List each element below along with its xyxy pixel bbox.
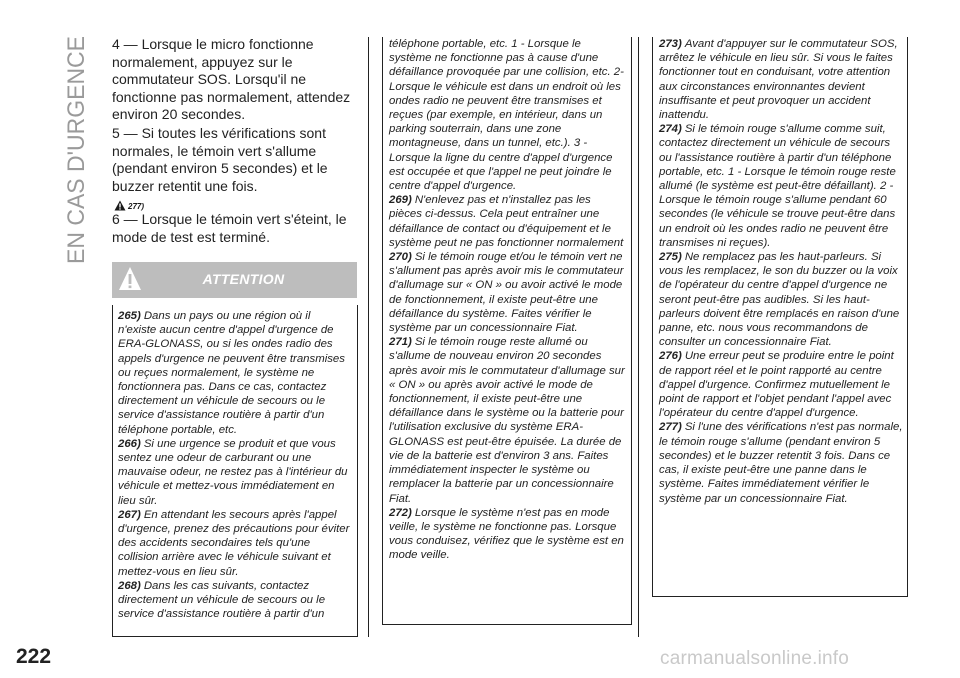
warning-triangle-icon <box>114 200 126 211</box>
column-divider-1 <box>368 37 369 637</box>
note-text: Lorsque le système n'est pas en mode veille, le système ne fonctionne pas. Lorsque vous conduisez, vérifiez que le système est en mode veille. <box>389 506 624 562</box>
note-270 <box>389 250 625 335</box>
note-269 <box>389 193 625 250</box>
note-number: 266) <box>118 437 141 450</box>
step-5-paragraph: 5 — Si toutes les vérifications sont normales, le témoin vert s'allume (pendant environ 5 secondes) et le buzzer retentit une fois. <box>112 124 328 194</box>
note-266 <box>118 437 351 508</box>
note-text: Ne remplacez pas les haut-parleurs. Si vous les remplacez, le son du buzzer ou la voix de l'opérateur du centre d'appel d'urgence ne seront peut-être pas audibles. Si les haut-parleurs doivent être remplacés en raison d'une panne, etc. nous vous recommandons de consulter un concessionnaire Fiat. <box>659 251 900 349</box>
side-section-title <box>54 34 94 264</box>
note-number: 273) <box>659 38 682 50</box>
page-number: 222 <box>16 645 52 668</box>
note-text: Si une urgence se produit et que vous sentez une odeur de carburant ou une mauvaise odeur, ne restez pas à l'intérieur du véhicule et mettez-vous immédiatement en lieu sûr. <box>118 437 348 507</box>
note-272 <box>389 506 625 563</box>
note-text: Si le témoin rouge reste allumé ou s'allume de nouveau environ 20 secondes après avoir mis le commutateur d'allumage sur « ON » ou après avoir activé le mode de fonctionnement, il existe peut-être une défaillance dans le système ou la batterie pour l'utilisation exclusive du système ERA-GLONASS est peut-être épuisée. La durée de vie de la batterie est d'environ 3 ans. Faites immédiatement inspecter le système ou remplacer la batterie par un concessionnaire Fiat. <box>389 336 625 505</box>
attention-label: ATTENTION <box>202 271 285 287</box>
note-number: 270) <box>389 251 412 264</box>
note-text: Dans un pays ou une région où il n'existe aucun centre d'appel d'urgence de ERA-GLONASS, ou si les ondes radio des appels d'urgence ne peuvent être transmises ou reçues normalement, le système ne fonctionnera pas. Dans ce cas, contactez directement un véhicule de secours ou le service d'assistance routière à partir d'un téléphone portable, etc. <box>118 310 345 436</box>
note-267 <box>118 508 351 579</box>
step-6-paragraph: 6 — Lorsque le témoin vert s'éteint, le mode de test est terminé. <box>112 211 347 245</box>
note-number: 275) <box>659 251 682 264</box>
note-268-continued: téléphone portable, etc. 1 - Lorsque le système ne fonctionne pas à cause d'une défaillance provoquée par une collision, etc. 2- Lorsque le véhicule est dans un endroit où les ondes radio ne peuvent être transmises et reçues (par exemple, en intérieur, dans un parking souterrain, dans une zone montagneuse, dans un tunnel, etc.). 3 - Lorsque la ligne du centre d'appel d'urgence est occupée et que l'appel ne peut joindre le centre d'appel d'urgence. <box>389 38 624 193</box>
note-277 <box>659 420 903 505</box>
note-text: Dans les cas suivants, contactez directement un véhicule de secours ou le service d'assistance routière à partir d'un <box>118 579 326 621</box>
footer-watermark: carmanualsonline.info <box>660 648 850 669</box>
note-number: 274) <box>659 123 682 136</box>
side-title-text: EN CAS D'URGENCE <box>63 34 90 264</box>
note-276 <box>659 349 903 420</box>
note-number: 265) <box>118 310 141 322</box>
note-number: 267) <box>118 508 141 521</box>
warning-notes-box-1 <box>112 305 358 637</box>
note-text: Une erreur peut se produire entre le point de rapport réel et le point rapporté au centre d'appel d'urgence. Confirmez mutuellement le point de rapport et l'objet pendant l'appel avec l'opérateur du centre d'appel d'urgence. <box>659 350 894 420</box>
note-274 <box>659 122 903 250</box>
step-4-paragraph: 4 — Lorsque le micro fonctionne normalement, appuyez sur le commutateur SOS. Lorsqu'il ne fonctionne pas normalement, attendez environ 20 secondes. <box>112 36 351 123</box>
footnote-number: 277) <box>128 202 145 212</box>
note-275 <box>659 250 903 349</box>
note-text: N'enlevez pas et n'installez pas les pièces ci-dessus. Cela peut entraîner une défaillance de contact ou d'équipement et le système peut ne pas fonctionner normalement <box>389 194 624 249</box>
note-273 <box>659 37 903 122</box>
note-number: 272) <box>389 506 412 519</box>
footnote-reference <box>114 199 358 211</box>
warning-notes-box-2 <box>382 37 632 625</box>
attention-banner <box>112 262 357 298</box>
note-number: 276) <box>659 350 682 363</box>
note-268 <box>118 579 351 622</box>
column-divider-2 <box>638 37 639 637</box>
note-number: 277) <box>659 421 682 434</box>
note-text: Avant d'appuyer sur le commutateur SOS, arrêtez le véhicule en lieu sûr. Si vous le faites fonctionner tout en conduisant, votre attention aux circonstances environnantes devient insuffisante et peut provoquer un accident inattendu. <box>659 38 898 122</box>
note-text: Si le témoin rouge et/ou le témoin vert ne s'allument pas après avoir mis le commutateur d'allumage sur « ON » ou avoir activé le mode de fonctionnement, il existe peut-être une défaillance du système. Faites vérifier le système par un concessionnaire Fiat. <box>389 251 624 335</box>
side-title-graphic <box>54 34 94 264</box>
note-text: Si le témoin rouge s'allume comme suit, contactez directement un véhicule de secours ou l'assistance routière à partir d'un téléphone portable, etc. 1 - Lorsque le témoin rouge reste allumé (le système est peut-être défaillant). 2 - Lorsque le témoin rouge s'allume pendant 60 secondes (le véhicule se trouve peut-être dans un endroit où les ondes radio ne peuvent être transmises ni reçues). <box>659 123 896 249</box>
note-text: En attendant les secours après l'appel d'urgence, prenez des précautions pour éviter des accidents secondaires tels qu'une collision arrière avec le véhicule suivant et mettez-vous en lieu sûr. <box>118 508 350 578</box>
note-265 <box>118 309 351 437</box>
warning-notes-box-3 <box>652 37 908 597</box>
note-text: Si l'une des vérifications n'est pas normale, le témoin rouge s'allume (pendant environ 5 secondes) et le buzzer retentit 3 fois. Dans ce cas, il existe peut-être une panne dans le système. Faites immédiatement vérifier le système par un concessionnaire Fiat. <box>659 421 903 505</box>
note-number: 269) <box>389 194 412 207</box>
note-number: 268) <box>118 579 141 592</box>
note-271 <box>389 335 625 505</box>
note-number: 271) <box>389 336 412 349</box>
left-column <box>112 36 358 248</box>
